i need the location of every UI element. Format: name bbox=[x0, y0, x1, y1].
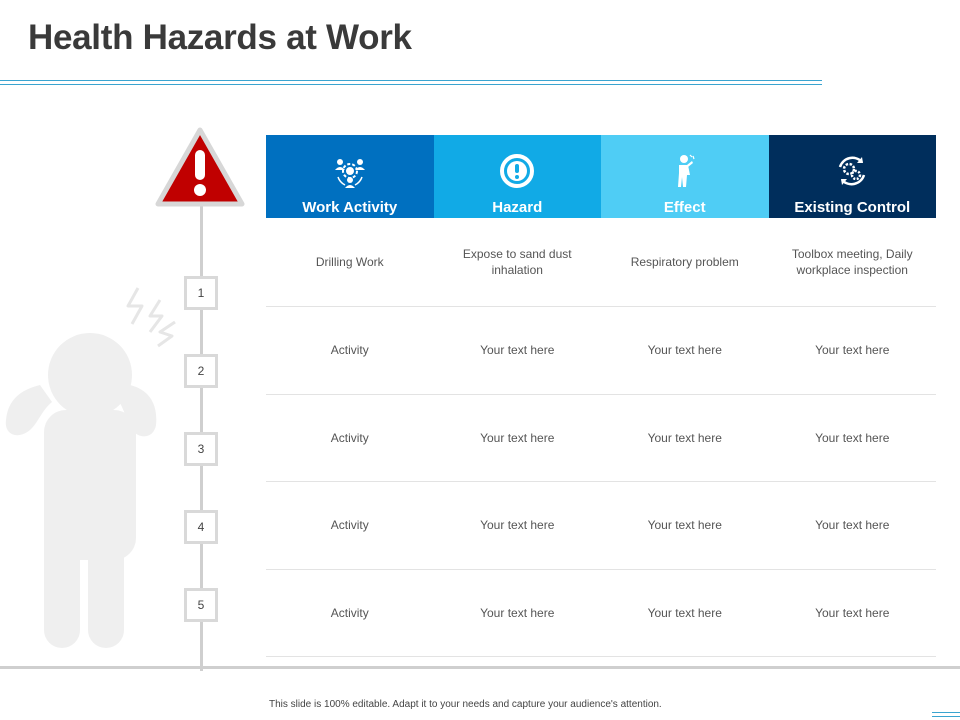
header-effect bbox=[601, 135, 769, 218]
title-rule bbox=[0, 80, 822, 81]
table-cell: Toolbox meeting, Daily workplace inspection bbox=[791, 247, 913, 277]
warning-sign-icon bbox=[154, 126, 246, 210]
table-row bbox=[266, 570, 936, 658]
alert-circle-icon bbox=[499, 153, 535, 189]
base-line bbox=[0, 666, 960, 669]
sick-person-icon bbox=[667, 153, 703, 189]
table-row bbox=[266, 482, 936, 570]
hazard-table bbox=[266, 135, 936, 657]
table-cell: Your text here bbox=[815, 343, 890, 358]
header-label: Effect bbox=[663, 199, 706, 216]
table-cell: Activity bbox=[330, 430, 369, 445]
header-work-activity bbox=[266, 135, 434, 218]
table-cell: Your text here bbox=[480, 343, 555, 358]
corner-rule bbox=[932, 712, 960, 713]
table-cell: Drilling Work bbox=[315, 255, 384, 269]
title-rule bbox=[0, 84, 822, 85]
step-marker-3: 3 bbox=[184, 432, 218, 466]
corner-rule bbox=[932, 716, 960, 717]
table-cell: Your text here bbox=[647, 343, 722, 358]
page-title: Health Hazards at Work bbox=[28, 18, 412, 57]
table-cell: Your text here bbox=[815, 430, 890, 445]
table-cell: Expose to sand dust inhalation bbox=[462, 247, 572, 277]
table-cell: Activity bbox=[330, 605, 369, 620]
step-marker-1: 1 bbox=[184, 276, 218, 310]
table-cell: Activity bbox=[330, 518, 369, 533]
table-cell: Respiratory problem bbox=[630, 255, 739, 269]
step-marker-4: 4 bbox=[184, 510, 218, 544]
header-hazard bbox=[434, 135, 602, 218]
table-row bbox=[266, 395, 936, 483]
team-gear-icon bbox=[332, 153, 368, 189]
table-row bbox=[266, 218, 936, 307]
table-cell: Your text here bbox=[647, 430, 722, 445]
table-header bbox=[266, 135, 936, 218]
headache-person-icon bbox=[0, 280, 190, 655]
header-label: Work Activity bbox=[302, 199, 398, 216]
table-row bbox=[266, 307, 936, 395]
table-cell: Your text here bbox=[815, 518, 890, 533]
table-cell: Activity bbox=[330, 343, 369, 358]
step-marker-5: 5 bbox=[184, 588, 218, 622]
table-cell: Your text here bbox=[480, 518, 555, 533]
table-cell: Your text here bbox=[480, 430, 555, 445]
footer-note: This slide is 100% editable. Adapt it to your needs and capture your audience's attention. bbox=[269, 699, 662, 710]
table-cell: Your text here bbox=[647, 518, 722, 533]
table-cell: Your text here bbox=[815, 605, 890, 620]
header-label: Existing Control bbox=[794, 199, 911, 216]
table-cell: Your text here bbox=[480, 605, 555, 620]
header-label: Hazard bbox=[492, 199, 543, 216]
step-marker-2: 2 bbox=[184, 354, 218, 388]
gears-cycle-icon bbox=[834, 153, 870, 189]
header-existing-control bbox=[769, 135, 937, 218]
table-cell: Your text here bbox=[647, 605, 722, 620]
